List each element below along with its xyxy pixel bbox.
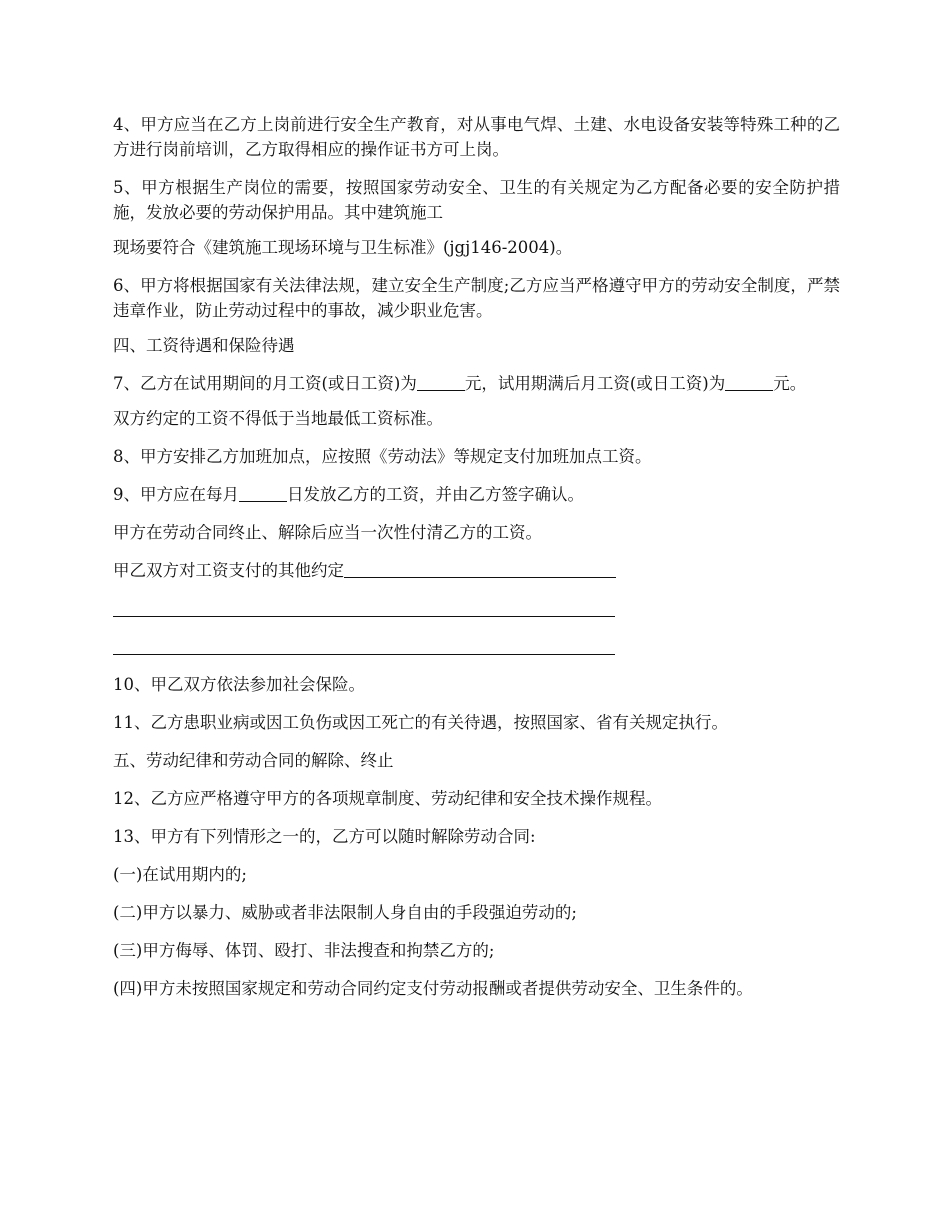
clause-9-final-pay: 甲方在劳动合同终止、解除后应当一次性付清乙方的工资。 [113,523,542,542]
section-heading-5: 五、劳动纪律和劳动合同的解除、终止 [113,751,394,770]
clause-11: 11、乙方患职业病或因工负伤或因工死亡的有关待遇，按照国家、省有关规定执行。 [113,713,728,732]
clause-9-text-b: 日发放乙方的工资，并由乙方签字确认。 [287,485,584,504]
clause-9-text-a: 9、甲方应在每月 [113,485,239,504]
pay-day-blank [239,483,287,502]
clause-7-text-b: 元，试用期满后月工资(或日工资)为 [464,374,726,393]
clause-7-text-c: 元。 [773,374,807,393]
clause-7-minimum-wage: 双方约定的工资不得低于当地最低工资标准。 [113,409,443,428]
clause-7 [113,371,840,396]
clause-12: 12、乙方应严格遵守甲方的各项规章制度、劳动纪律和安全技术操作规程。 [113,789,662,808]
clause-7-text-a: 7、乙方在试用期间的月工资(或日工资)为 [113,374,417,393]
list-item-4: (四)甲方未按照国家规定和劳动合同约定支付劳动报酬或者提供劳动安全、卫生条件的。 [113,979,753,998]
clause-5-continued: 现场要符合《建筑施工现场环境与卫生标准》(jgj146-2004)。 [113,238,573,257]
clause-6: 6、甲方将根据国家有关法律法规，建立安全生产制度;乙方应当严格遵守甲方的劳动安全制度，严禁违章作业，防止劳动过程中的事故，减少职业危害。 [113,276,840,320]
clause-9-other-terms [113,558,840,583]
section-heading-4: 四、工资待遇和保险待遇 [113,336,295,355]
regular-wage-blank [725,372,773,391]
list-item-3: (三)甲方侮辱、体罚、殴打、非法搜查和拘禁乙方的; [113,941,495,960]
list-item-1: (一)在试用期内的; [113,865,247,884]
clause-9 [113,482,840,507]
clause-13: 13、甲方有下列情形之一的，乙方可以随时解除劳动合同: [113,827,536,846]
other-terms-line-1 [113,596,840,621]
other-terms-blank [344,559,616,578]
other-terms-line-2 [113,634,840,659]
clause-4: 4、甲方应当在乙方上岗前进行安全生产教育，对从事电气焊、土建、水电设备安装等特殊工种的乙方进行岗前培训，乙方取得相应的操作证书方可上岗。 [113,115,840,159]
probation-wage-blank [417,372,465,391]
clause-5: 5、甲方根据生产岗位的需要，按照国家劳动安全、卫生的有关规定为乙方配备必要的安全防护措施，发放必要的劳动保护用品。其中建筑施工 [113,178,840,222]
document-body [113,112,840,1014]
clause-8: 8、甲方安排乙方加班加点，应按照《劳动法》等规定支付加班加点工资。 [113,447,652,466]
other-terms-label: 甲乙双方对工资支付的其他约定 [113,561,344,580]
clause-10: 10、甲乙双方依法参加社会保险。 [113,675,365,694]
list-item-2: (二)甲方以暴力、威胁或者非法限制人身自由的手段强迫劳动的; [113,903,577,922]
